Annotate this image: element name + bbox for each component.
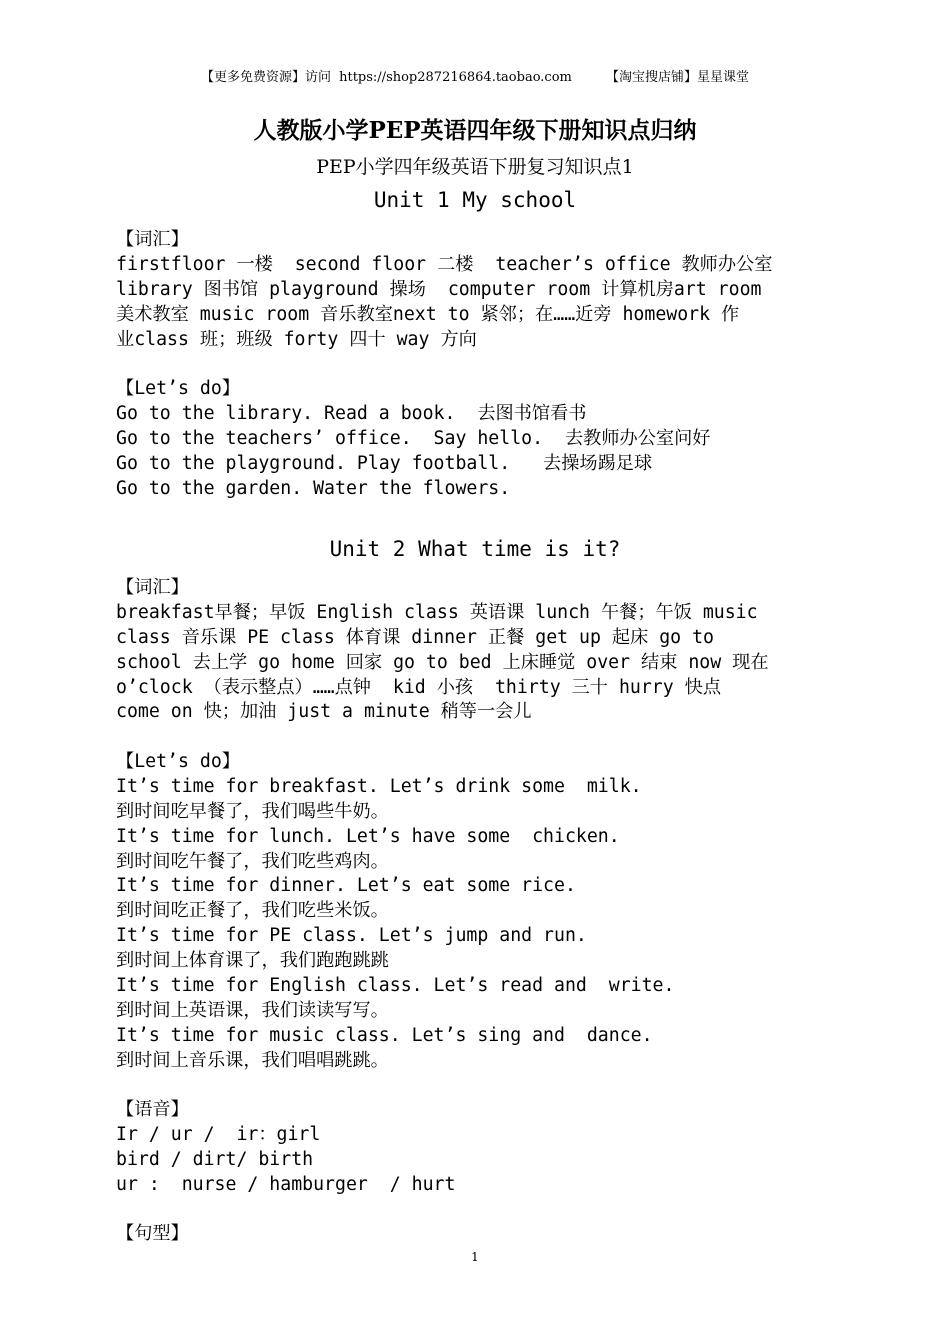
unit2-sentence-section (116, 1222, 840, 1247)
unit2-letsdo-label: 【Let’s do】 (116, 751, 240, 772)
unit1-letsdo-label: 【Let’s do】 (116, 378, 240, 399)
unit1-letsdo-line: Go to the playground. Play football. 去操场踢足球 (116, 452, 653, 474)
unit2-letsdo-section (116, 750, 840, 1074)
unit1-letsdo-section (116, 377, 840, 501)
unit2-letsdo-line: It’s time for music class. Let’s sing and dance. (116, 1024, 653, 1046)
unit1-letsdo-line: Go to the garden. Water the flowers. (116, 477, 511, 499)
unit1-vocab-label: 【词汇】 (116, 229, 189, 250)
unit2-vocab-line: breakfast早餐；早饭 English class 英语课 lunch 午餐；午饭 music (116, 601, 758, 623)
unit1-vocab-line: 业class 班；班级 forty 四十 way 方向 (116, 328, 477, 350)
unit1-vocab-section (116, 228, 840, 352)
unit2-phonics-section (116, 1098, 840, 1198)
unit1-vocab-line: library 图书馆 playground 操场 computer room 计算机房art room (116, 278, 762, 300)
unit2-phonics-label: 【语音】 (116, 1099, 189, 1120)
unit2-letsdo-line: It’s time for dinner. Let’s eat some rice. (116, 875, 576, 897)
unit2-phonics-line: Ir / ur / ir：girl (116, 1123, 321, 1145)
header-shop-url[interactable]: https://shop287216864.taobao.com (339, 70, 572, 85)
unit2-vocab-line: school 去上学 go home 回家 go to bed 上床睡觉 over 结束 now 现在 (116, 651, 769, 673)
unit2-vocab-section (116, 576, 840, 725)
unit2-letsdo-line: It’s time for lunch. Let’s have some chicken. (116, 825, 620, 847)
unit2-letsdo-line: It’s time for PE class. Let’s jump and run. (116, 925, 587, 947)
unit2-letsdo-line: It’s time for breakfast. Let’s drink some milk. (116, 775, 642, 797)
unit2-letsdo-line: 到时间吃午餐了，我们吃些鸡肉。 (116, 850, 389, 872)
unit2-vocab-label: 【词汇】 (116, 577, 189, 598)
header-shop-name: 【淘宝搜店铺】星星课堂 (606, 70, 750, 85)
unit2-vocab-line: class 音乐课 PE class 体育课 dinner 正餐 get up 起床 go to (116, 626, 714, 648)
unit1-title: Unit 1 My school (373, 188, 577, 212)
unit2-vocab-line: o’clock （表示整点）……点钟 kid 小孩 thirty 三十 hurry 快点 (116, 676, 722, 698)
unit2-phonics-line: bird / dirt/ birth (116, 1148, 314, 1170)
unit2-letsdo-line: It’s time for English class. Let’s read and write. (116, 975, 675, 997)
document-title: 人教版小学PEP英语四年级下册知识点归纳 (253, 117, 697, 144)
unit2-letsdo-line: 到时间上音乐课，我们唱唱跳跳。 (116, 1049, 389, 1071)
unit2-letsdo-line: 到时间上体育课了，我们跑跑跳跳 (116, 950, 389, 972)
unit1-vocab-line: firstfloor 一楼 second floor 二楼 teacher’s office 教师办公室 (116, 253, 773, 275)
unit1-letsdo-line: Go to the library. Read a book. 去图书馆看书 (116, 402, 587, 424)
unit2-letsdo-line: 到时间吃早餐了，我们喝些牛奶。 (116, 800, 389, 822)
page-number: 1 (471, 1250, 479, 1264)
unit2-title: Unit 2 What time is it? (329, 537, 621, 561)
unit2-phonics-line: ur : nurse / hamburger / hurt (116, 1173, 456, 1195)
page-header (0, 66, 950, 85)
header-free-resources: 【更多免费资源】访问 (200, 70, 331, 85)
unit1-letsdo-line: Go to the teachers’ office. Say hello. 去教师办公室问好 (116, 427, 711, 449)
document-subtitle: PEP小学四年级英语下册复习知识点1 (316, 156, 634, 178)
unit2-letsdo-line: 到时间吃正餐了，我们吃些米饭。 (116, 900, 389, 922)
unit1-vocab-line: 美术教室 music room 音乐教室next to 紧邻；在……近旁 homework 作 (116, 303, 740, 325)
unit2-sentence-label: 【句型】 (116, 1223, 189, 1244)
unit2-vocab-line: come on 快；加油 just a minute 稍等一会儿 (116, 701, 532, 723)
unit2-letsdo-line: 到时间上英语课，我们读读写写。 (116, 999, 389, 1021)
